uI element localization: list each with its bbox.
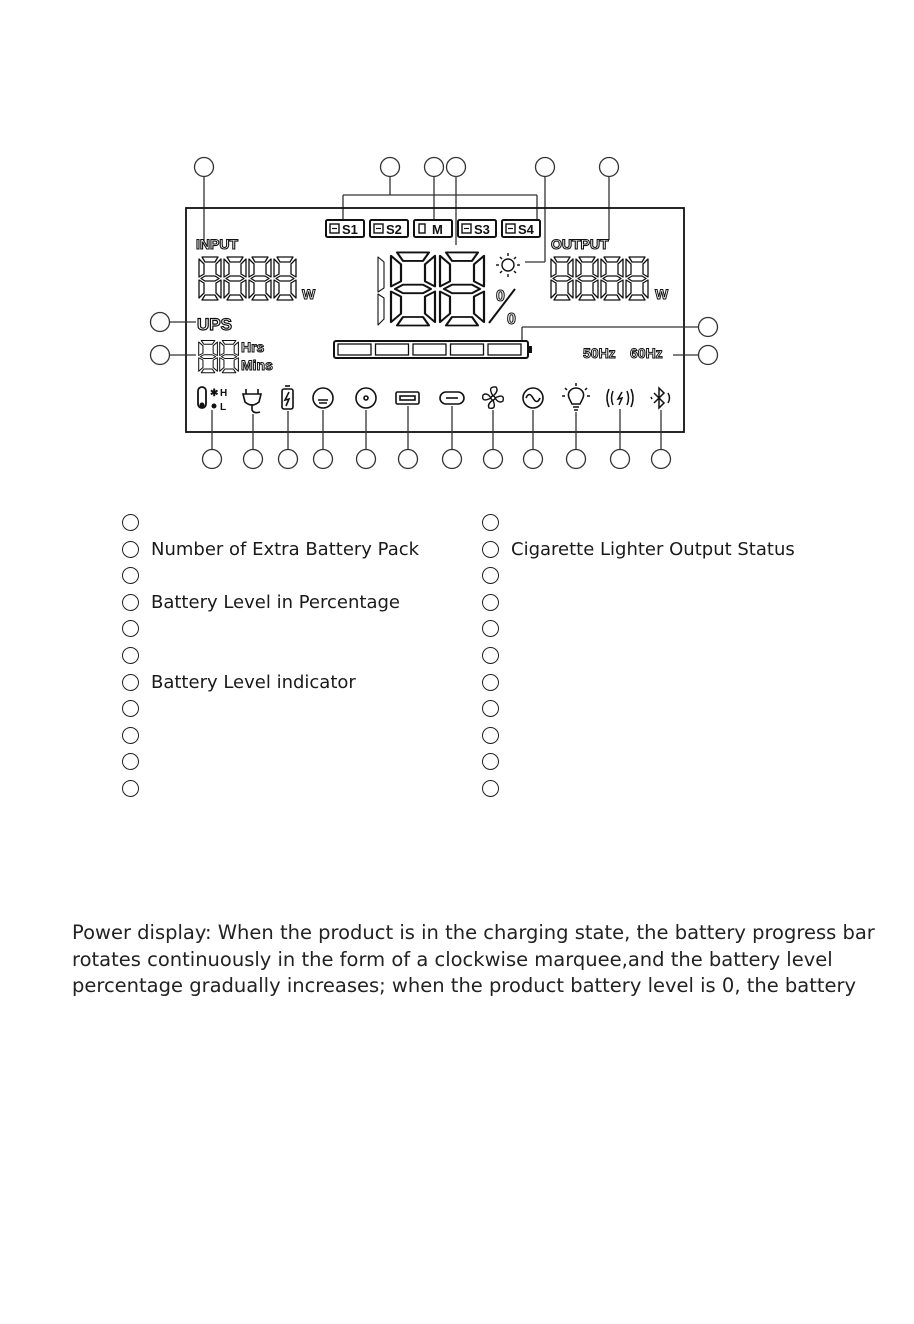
battery-level-bar <box>334 341 532 358</box>
car-charger-icon <box>313 388 333 408</box>
legend-item <box>122 724 151 746</box>
svg-text:M: M <box>432 222 443 237</box>
legend-item <box>122 564 151 586</box>
legend-item <box>482 564 511 586</box>
ac-plug-icon <box>243 389 261 413</box>
legend-item <box>482 697 511 719</box>
sun-indicator-icon <box>496 253 520 277</box>
battery-level-segment <box>376 344 409 355</box>
svg-text:S1: S1 <box>342 222 358 237</box>
legend-item <box>482 591 511 613</box>
legend-item-text: Number of Extra Battery Pack <box>151 538 420 560</box>
power-display-description <box>72 920 875 1000</box>
legend-number-circle <box>122 700 139 717</box>
temperature-icon <box>198 387 227 413</box>
battery-pack-s3 <box>458 220 496 237</box>
legend-number-circle <box>482 620 499 637</box>
description-line: rotates continuously in the form of a clockwise marquee,and the battery level <box>72 947 833 971</box>
legend-item <box>122 671 356 693</box>
fan-icon <box>483 387 504 408</box>
description-line: Power display: When the product is in the charging state, the battery progress bar <box>72 921 875 944</box>
battery-level-segment <box>338 344 371 355</box>
legend-number-circle <box>122 567 139 584</box>
legend-item <box>122 617 151 639</box>
battery-pack-s4 <box>502 220 540 237</box>
legend-number-circle <box>122 780 139 797</box>
legend-number-circle <box>482 674 499 691</box>
battery-percent-digits <box>378 252 484 325</box>
dc-outlet-icon <box>356 388 376 408</box>
legend-number-circle <box>482 727 499 744</box>
legend-item <box>122 750 151 772</box>
minutes-label: Mins <box>241 357 273 373</box>
callout-markers-bottom <box>203 450 671 469</box>
battery-level-segment <box>413 344 446 355</box>
legend-number-circle <box>482 753 499 770</box>
legend-item <box>482 671 511 693</box>
input-label: INPUT <box>196 236 238 252</box>
frequency-60hz-label: 60Hz <box>630 345 663 361</box>
legend-number-circle <box>122 620 139 637</box>
legend-number-circle <box>122 753 139 770</box>
description-line: percentage gradually increases; when the product battery level is 0, the battery <box>72 974 857 997</box>
legend-item <box>122 777 151 799</box>
legend-number-circle <box>482 700 499 717</box>
battery-pack-s2 <box>370 220 408 237</box>
legend-item-text: Cigarette Lighter Output Status <box>511 538 795 560</box>
ac-wave-icon <box>523 388 543 408</box>
svg-text:S2: S2 <box>386 222 402 237</box>
legend-number-circle <box>122 514 139 531</box>
legend-item <box>122 511 151 533</box>
legend-item <box>122 538 419 560</box>
legend-item <box>482 617 511 639</box>
legend-number-circle <box>122 594 139 611</box>
svg-text:0: 0 <box>496 288 505 305</box>
svg-text:0: 0 <box>507 311 516 328</box>
wireless-charge-icon <box>607 389 633 407</box>
light-bulb-icon <box>562 383 590 410</box>
legend-number-circle <box>482 780 499 797</box>
legend-item <box>482 750 511 772</box>
legend-number-circle <box>482 594 499 611</box>
callout-leaders-bottom <box>212 406 661 450</box>
battery-charge-icon <box>282 386 293 409</box>
legend-item <box>482 777 511 799</box>
battery-level-segment <box>488 344 521 355</box>
output-label: OUTPUT <box>551 236 609 252</box>
svg-text:✱: ✱ <box>210 388 219 399</box>
legend-item <box>122 644 151 666</box>
usb-a-icon <box>396 392 419 404</box>
legend-number-circle <box>482 541 499 558</box>
legend-number-circle <box>122 674 139 691</box>
battery-level-segment <box>451 344 484 355</box>
svg-text:S4: S4 <box>518 222 534 237</box>
output-watt-unit: W <box>655 286 669 302</box>
ups-time-digits <box>199 341 239 373</box>
temp-low-label: L <box>220 402 227 413</box>
input-watt-digits <box>199 257 296 300</box>
hours-label: Hrs <box>241 339 265 355</box>
svg-text:S3: S3 <box>474 222 490 237</box>
ups-label: UPS <box>197 315 232 334</box>
legend-number-circle <box>482 514 499 531</box>
legend-number-circle <box>122 727 139 744</box>
lcd-display-diagram <box>0 0 914 480</box>
usb-c-icon <box>440 392 464 404</box>
legend-item <box>482 724 511 746</box>
bluetooth-icon <box>651 388 670 408</box>
input-watt-unit: W <box>302 286 316 302</box>
legend-number-circle <box>122 541 139 558</box>
temp-high-label: H <box>220 388 228 399</box>
frequency-50hz-label: 50Hz <box>583 345 616 361</box>
output-watt-digits <box>551 257 648 300</box>
legend-number-circle <box>482 567 499 584</box>
legend-item <box>482 511 511 533</box>
legend-number-circle <box>482 647 499 664</box>
legend-item <box>122 591 400 613</box>
callout-markers-top <box>195 158 619 177</box>
legend-number-circle <box>122 647 139 664</box>
legend-item <box>122 697 151 719</box>
battery-pack-s1 <box>326 220 364 237</box>
battery-pack-main <box>414 220 452 237</box>
legend-item-text: Battery Level indicator <box>151 671 356 693</box>
legend-item <box>482 538 795 560</box>
legend-item-text: Battery Level in Percentage <box>151 591 400 613</box>
legend-item <box>482 644 511 666</box>
percent-symbol <box>489 288 516 328</box>
